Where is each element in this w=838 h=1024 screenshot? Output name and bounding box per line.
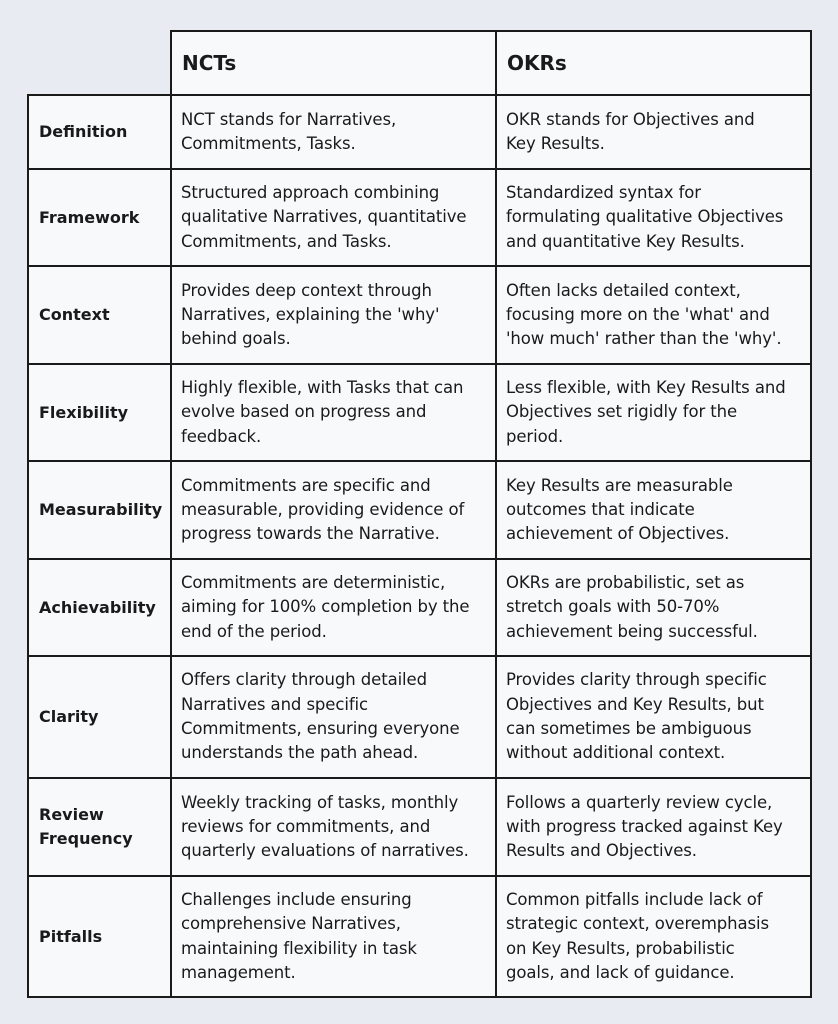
table-row: [28, 461, 811, 559]
row-label: Definition: [28, 95, 171, 169]
okrs-cell: Common pitfalls include lack of strategic context, overemphasis on Key Results, probabilistic goals, and lack of guidance.: [496, 876, 811, 997]
column-header-ncts: NCTs: [171, 31, 496, 95]
table-row: [28, 656, 811, 778]
ncts-cell: Structured approach combining qualitative Narratives, quantitative Commitments, and Tasks.: [171, 169, 496, 266]
corner-cell: [28, 31, 171, 95]
okrs-cell: Key Results are measurable outcomes that indicate achievement of Objectives.: [496, 461, 811, 559]
table-row: [28, 266, 811, 364]
table-row: [28, 169, 811, 266]
comparison-table: [27, 30, 812, 998]
okrs-cell: Often lacks detailed context, focusing more on the 'what' and 'how much' rather than the 'why'.: [496, 266, 811, 364]
ncts-cell: Offers clarity through detailed Narratives and specific Commitments, ensuring everyone understands the path ahead.: [171, 656, 496, 778]
ncts-cell: Provides deep context through Narratives, explaining the 'why' behind goals.: [171, 266, 496, 364]
okrs-cell: OKRs are probabilistic, set as stretch goals with 50-70% achievement being successful.: [496, 559, 811, 656]
ncts-cell: Commitments are specific and measurable, providing evidence of progress towards the Narrative.: [171, 461, 496, 559]
okrs-cell: Less flexible, with Key Results and Objectives set rigidly for the period.: [496, 364, 811, 461]
ncts-cell: NCT stands for Narratives, Commitments, Tasks.: [171, 95, 496, 169]
column-header-okrs: OKRs: [496, 31, 811, 95]
table-row: [28, 876, 811, 997]
table-row: [28, 364, 811, 461]
okrs-cell: Provides clarity through specific Objectives and Key Results, but can sometimes be ambiguous without additional context.: [496, 656, 811, 778]
ncts-cell: Commitments are deterministic, aiming for 100% completion by the end of the period.: [171, 559, 496, 656]
row-label: Clarity: [28, 656, 171, 778]
table-row: [28, 778, 811, 876]
row-label: Achievability: [28, 559, 171, 656]
row-label: Context: [28, 266, 171, 364]
row-label: Pitfalls: [28, 876, 171, 997]
table-row: [28, 95, 811, 169]
ncts-cell: Highly flexible, with Tasks that can evolve based on progress and feedback.: [171, 364, 496, 461]
row-label: Flexibility: [28, 364, 171, 461]
ncts-cell: Weekly tracking of tasks, monthly reviews for commitments, and quarterly evaluations of narratives.: [171, 778, 496, 876]
header-row: [28, 31, 811, 95]
row-label: Measurability: [28, 461, 171, 559]
okrs-cell: Follows a quarterly review cycle, with progress tracked against Key Results and Objectives.: [496, 778, 811, 876]
row-label: Framework: [28, 169, 171, 266]
row-label: Review Frequency: [28, 778, 171, 876]
okrs-cell: OKR stands for Objectives and Key Results.: [496, 95, 811, 169]
table-row: [28, 559, 811, 656]
ncts-cell: Challenges include ensuring comprehensive Narratives, maintaining flexibility in task management.: [171, 876, 496, 997]
okrs-cell: Standardized syntax for formulating qualitative Objectives and quantitative Key Results.: [496, 169, 811, 266]
